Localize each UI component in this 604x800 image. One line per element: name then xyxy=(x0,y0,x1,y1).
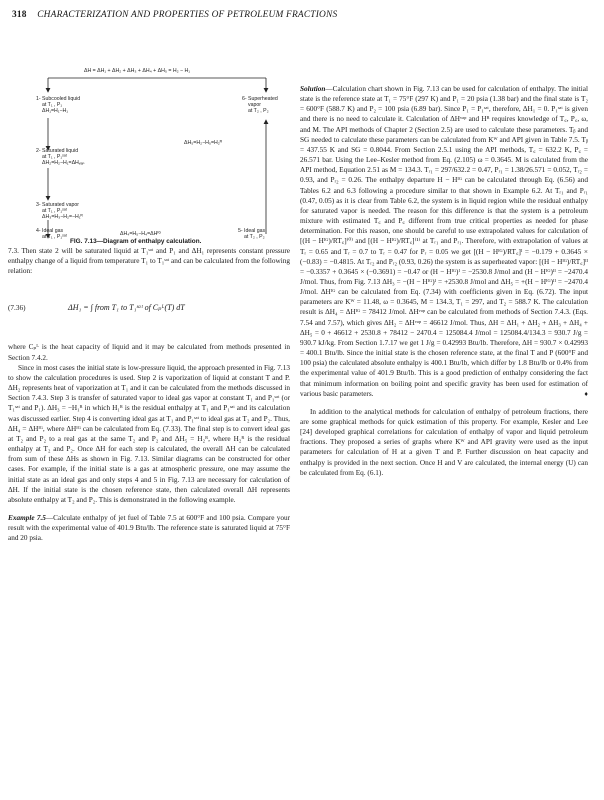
state-1-label xyxy=(36,96,80,115)
solution-text: —Calculation chart shown in Fig. 7.13 can be used for calculation of enthalpy. The initial state is the reference state at T₁ = 75°F (297 K) and P₁ = 20 psia (1.38 bar) and the final state is T₂ = 600°F (588.7 K) and P₂ = 100 psia (6.89 bar). Since P₁ = P₁ˢᵃᵗ, therefore, ΔH₁ = 0. P₁ˢᵃᵗ is given and there is no need to calculate it. Calculation of ΔHᵛᵃᵖ and Hᴿ requires knowledge of T꜀, P꜀, ω, and M. The API methods of Chapter 2 (Section 2.5) are used to calculate these parameters. Tᵦ and SG needed to calculate these parameters can be calculated from Kᵂ and API given in Table 7.5. Tᵦ = 437.55 K and SG = 0.8044. From Section 2.5.1 using the API methods, T꜀ = 632.2 K, P꜀ = 26.571 bar. Using the Lee–Kesler method from Eq. (2.105) ω = 0.3645. M is calculated from the API method, Equation 2.51 as M = 134.3. Tᵣ₁ = 297/632.2 = 0.47, Pᵣ₁ = 1.38/26.571 = 0.052, Tᵣ₂ = 0.93, and Pᵣ₂ = 0.26. The enthalpy departure H − Hᴵᴳ can be calculated through Eq. (6.56) and Tables 6.2 and 6.3 following a procedure similar to that shown in Example 6.2. At Tᵣ₁ and Pᵣ₁ (0.47, 0.05) as it is clear from Table 6.2, the system is in liquid region while the residual enthalpy for saturated vapor is needed. The reason for this difference is that the system is a petroleum mixture with estimated T꜀ and P꜀ different from true critical properties as needed for phase determination. For this reason, one should be careful to use extrapolated values for calculation of [(H − Hᴵᴳ)/RT꜀]⁽⁰⁾ and [(H − Hᴵᴳ)/RT꜀]⁽¹⁾ at Tᵣ₁ and Pᵣ₁. Therefore, with extrapolation of values at Tᵣ = 0.65 and Tᵣ = 0.7 to Tᵣ = 0.47 for Pᵣ = 0.05 we get [(H − Hᴵᴳ)/RT꜀]ᴵ = −0.179 + 0.3645 × (−0.83) = −0.4815. At Tᵣ₂ and Pᵣ₂ (0.93, 0.26) the system is as superheated vapor: [(H − Hᴵᴳ)/RT꜀]ᴵᴵ = −0.3357 + 0.3645 × (−0.3691) = −0.47 or (H − Hᴵᴳ)ᴵ = −2530.8 J/mol and (H − Hᴵᴳ)ᴵᴵ = −2470.4 J/mol. Thus, from Fig. 7.13 ΔH₃ = −(H − Hᴵᴳ)ᴵ = +2530.8 J/mol and ΔH₅ = +(H − Hᴵᴳ)ᴵᴵ = −2470.4 J/mol. ΔHᴵᴳ can be calculated from Eq. (7.34) with coefficients given in Eq. (6.72). The input parameters are Kᵂ = 11.48, ω = 0.3645, M = 134.3, T₁ = 297, and T₂ = 588.7 K. The calculation result is ΔH₄ = ΔHᴵᴳ = 78412 J/mol. ΔHᵛᵃᵖ can be calculated from methods of Section 7.4.3. (Eqs. 7.54 and 7.57), which gives ΔH₂ = ΔHᵛᵃᵖ = 46612 J/mol. Thus, ΔH = ΔH₁ + ΔH₂ + ΔH₃ + ΔH₄ + ΔH₅ = 0 + 46612 + 2530.8 + 78412 − 2470.4 = 125084.4 J/mol = 125084.4/134.3 = 930.7 J/g = 930.7 kJ/kg. From Section 1.7.17 we get 1 J/g = 0.42993 Btu/lb. Therefore, ΔH = 930.7 × 0.42993 = 400.1 Btu/lb. Since the initial state is the chosen reference state, at the final T and P (600°F and 100 psia) the calculated absolute enthalpy is 400.1 Btu/lb, which differ by 1.8 Btu/lb or 0.4% from the experimental value of 401.9 Btu/lb. This is a good prediction of enthalpy considering the fact that minimum information on boiling point and specific gravity has been used for estimation of various basic parameters. xyxy=(300,85,588,398)
equation-7-36 xyxy=(8,278,290,338)
figure-caption: FIG. 7.13—Diagram of enthalpy calculation. xyxy=(70,238,202,245)
example-text: —Calculate enthalpy of jet fuel of Table 7.5 at 600°F and 100 psia. Compare your result with the experimental value of 401.9 Btu/lb. The reference state is saturated liquid at 75°F and 20 psia. xyxy=(8,513,290,543)
state-5-label xyxy=(238,228,265,240)
figure-mid-equation: ΔH₅=H₂−H₅=H₂ᴿ xyxy=(184,140,223,146)
state-4-label xyxy=(36,228,67,240)
state-2-label xyxy=(36,148,85,167)
state-1-delta: ΔH₁=H₁−H₁ xyxy=(42,108,69,115)
running-header xyxy=(12,10,588,24)
running-title: CHARACTERIZATION AND PROPERTIES OF PETROLEUM FRACTIONS xyxy=(37,10,338,20)
state-6-title: 6- Superheated xyxy=(242,96,278,102)
state-5-condition: at T₂ , P₂ xyxy=(244,234,265,241)
paragraph-intro: 7.3. Then state 2 will be saturated liquid at T₁ˢᵃᵗ and P₁ and ΔH₁ represents constant pressure enthalpy change of a liquid from temperature T₁ to T₁ˢᵃᵗ and can be calculated from the following relation: xyxy=(8,247,290,276)
equation-body: ΔH₁ = ∫ from T₁ to T₁ˢᵃᵗ of Cₚᴸ(T) dT xyxy=(68,303,185,313)
state-6-condition: at T₂ , P₂ xyxy=(248,108,269,115)
state-4-condition: at T₁ , P₁ˢᵃᵗ xyxy=(42,234,67,241)
state-1-condition: at T₁ , P₁ xyxy=(42,102,63,109)
paragraph-solution xyxy=(300,84,588,399)
state-2-condition: at T₁ , P₁ˢᵃᵗ xyxy=(42,154,67,161)
state-1-title: 1- Subcooled liquid xyxy=(36,96,81,102)
state-3-label xyxy=(36,202,83,221)
paragraph-procedure: Since in most cases the initial state is low-pressure liquid, the approach presented in Fig. 7.13 to show the calculation procedures is used. Step 2 is vaporization of liquid at constant T and P. ΔH₂ represents heat of vaporization at T₁ and it can be calculated from the methods discussed in Section 7.4.3. Step 3 is transfer of saturated vapor to ideal gas vapor at constant T₁ and P₁ˢᵃᵗ (or T₁ˢᵃᵗ and P₁). ΔH₃ = −H₁ᴿ in which H₁ᴿ is the residual enthalpy at T₁ and P₁ˢᵃᵗ and its calculation was discussed earlier. Step 4 is converting ideal gas at T₁ and P₁ˢᵃᵗ to ideal gas at T₂ and P₂. Thus, ΔH₄ = ΔHᴵᴳ, where ΔHᴵᴳ can be calculated from Eq. (7.33). The final step is to convert ideal gas at T₂ and P₂ to a real gas at the same T₂ and P₂ and ΔH₅ = H₂ᴿ, where H₂ᴿ is the residual enthalpy at T₂ and P₂. Once ΔH for each step is calculated, the overall ΔH can be calculated from sum of these ΔHs as shown in Fig. 7.13. Similar diagrams can be constructed for other cases. For example, if the initial state is a gas at atmospheric pressure, one may assume the initial state as an ideal gas and only steps 4 and 5 in Fig. 7.13 are necessary for calculation of ΔH. If the initial state is the chosen reference state, then calculated overall ΔH represents absolute enthalpy at T₂ and P₂. This is demonstrated in the following example. xyxy=(8,363,290,504)
solution-label: Solution xyxy=(300,85,326,93)
state-3-title: 3- Saturated vapor xyxy=(36,202,79,208)
state-4-title: 4- Ideal gas xyxy=(36,228,64,234)
end-of-example-mark: ♦ xyxy=(584,389,588,398)
paragraph-heat-capacity: where Cₚᴸ is the heat capacity of liquid and it may be calculated from methods presented in Section 7.4.2. xyxy=(8,343,290,362)
equation-number: (7.36) xyxy=(8,304,26,313)
state-6-label xyxy=(242,96,278,115)
paragraph-example xyxy=(8,513,290,543)
paragraph-graphical-methods: In addition to the analytical methods for calculation of enthalpy of petroleum fractions, there are some graphical methods for quick estimation of this property. For example, Kesler and Lee [24] developed graphical correlations for calculation of enthalpy of vapor and liquid petroleum fractions. They proposed a series of graphs where Kᵂ and API gravity were used as the input parameters for calculation of H at a given T and P. Further discussion on heat capacity and enthalpy is provided in the next section. Once H and V are calculated, the internal energy (U) can be calculated from Eq. (6.1). xyxy=(300,407,588,477)
page-number: 318 xyxy=(12,10,27,20)
state-3-delta: ΔH₃=H₃−H₂=−H₁ᴿ xyxy=(42,214,83,221)
state-2-delta: ΔH₂=H₂−H₁=ΔHᵥₐₚ xyxy=(42,160,85,167)
left-column xyxy=(8,246,290,543)
right-column xyxy=(300,84,588,478)
state-5-title: 5- Ideal gas xyxy=(238,228,266,234)
figure-enthalpy-diagram xyxy=(8,62,290,244)
example-label: Example 7.5 xyxy=(8,513,46,522)
state-3-condition: at T₁ , P₁ˢᵃᵗ xyxy=(42,208,67,215)
figure-top-equation: ΔH = ΔH₁ + ΔH₂ + ΔH₃ + ΔH₄ + ΔH₅ = H₂ − H₁ xyxy=(84,68,190,74)
figure-bottom-equation: ΔH₄=H₅−H₄=ΔHᴵᴳ xyxy=(120,231,161,237)
state-2-title: 2- Saturated liquid xyxy=(36,148,79,154)
state-6-subtitle: vapor xyxy=(248,102,261,109)
